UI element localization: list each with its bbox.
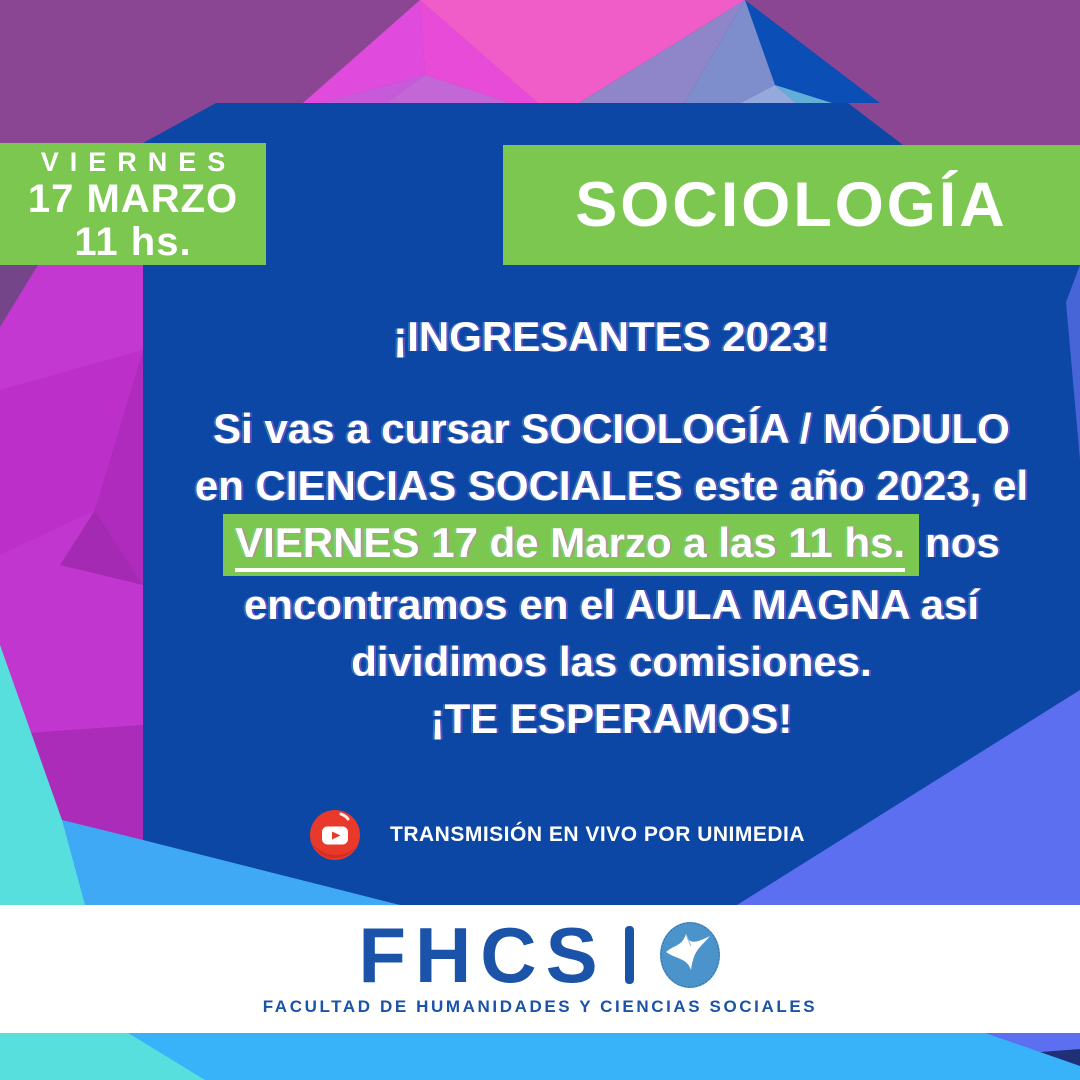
body-line-1: Si vas a cursar SOCIOLOGÍA / MÓDULO bbox=[213, 405, 1010, 452]
youtube-icon bbox=[308, 808, 362, 862]
live-caption: TRANSMISIÓN EN VIVO POR UNIMEDIA bbox=[390, 823, 806, 846]
announcement-body bbox=[143, 400, 1080, 747]
body-line-6: ¡TE ESPERAMOS! bbox=[430, 695, 793, 742]
body-line-3 bbox=[143, 514, 1080, 576]
logo-separator-bar bbox=[625, 926, 634, 984]
bottom-strip-decor bbox=[0, 1033, 1080, 1080]
live-stream-row bbox=[308, 806, 805, 864]
date-badge-weekday: VIERNES bbox=[40, 147, 237, 177]
body-line-2: en CIENCIAS SOCIALES este año 2023, el bbox=[194, 462, 1029, 509]
date-highlight bbox=[223, 514, 919, 576]
date-badge bbox=[0, 143, 266, 265]
date-badge-date: 17 MARZO bbox=[27, 177, 239, 221]
body-line-3-tail: nos bbox=[925, 519, 1000, 566]
date-highlight-text: VIERNES 17 de Marzo a las 11 hs. bbox=[235, 519, 905, 572]
footer-band bbox=[0, 905, 1080, 1033]
subject-title: SOCIOLOGÍA bbox=[575, 170, 1008, 240]
subject-title-band bbox=[503, 145, 1080, 265]
date-badge-time: 11 hs. bbox=[74, 220, 192, 264]
faculty-name: FACULTAD DE HUMANIDADES Y CIENCIAS SOCIALES bbox=[262, 996, 818, 1016]
panel-top-left-purple-wedge bbox=[143, 103, 218, 145]
announcement-text-block bbox=[143, 265, 1080, 805]
body-line-4: encontramos en el AULA MAGNA así bbox=[243, 581, 980, 628]
university-seal-icon bbox=[658, 920, 722, 990]
fhcs-logo-lockup bbox=[262, 910, 818, 1017]
body-line-5: dividimos las comisiones. bbox=[351, 638, 872, 685]
fhcs-wordmark: FHCS bbox=[358, 910, 607, 999]
announcement-heading: ¡INGRESANTES 2023! bbox=[393, 313, 830, 360]
panel-top-right-purple-wedge bbox=[848, 103, 1080, 147]
